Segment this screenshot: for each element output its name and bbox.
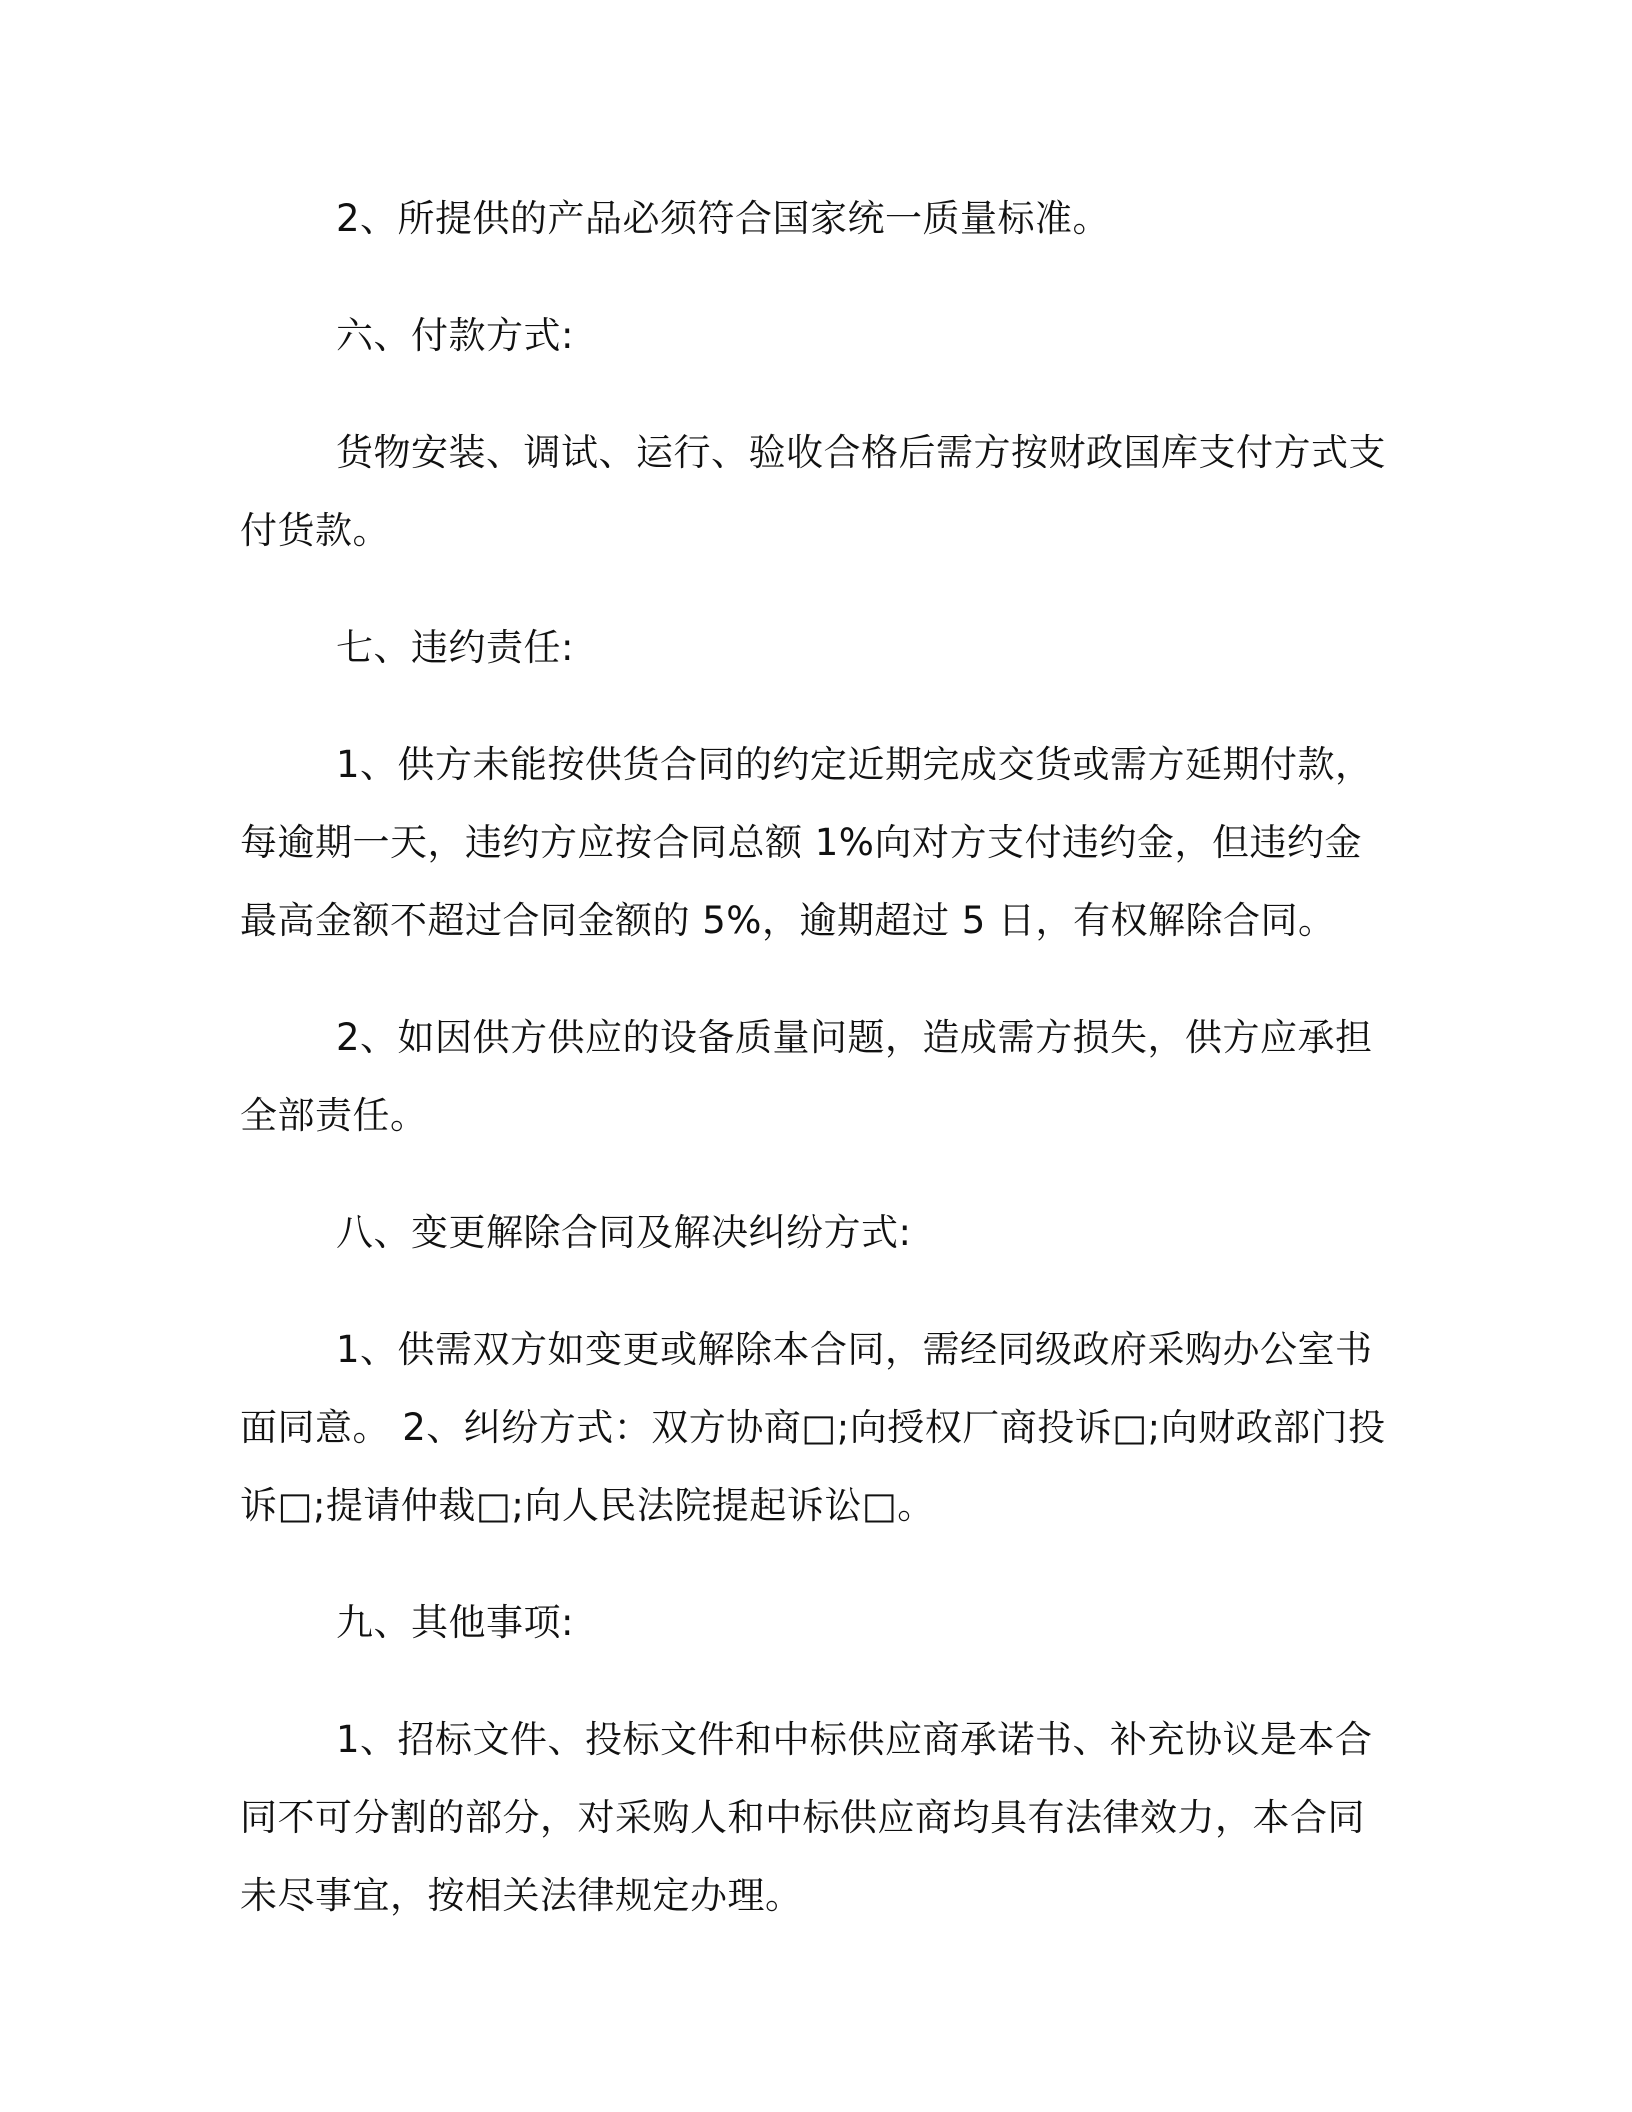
- section-heading-payment: 六、付款方式:: [336, 314, 574, 357]
- clause-payment-method: 货物安装、调试、运行、验收合格后需方按财政国库支付方式支付货款。: [240, 431, 1386, 552]
- clause-dispute-resolution: 1、供需双方如变更或解除本合同，需经同级政府采购办公室书面同意。 2、纠纷方式：双方协商□;向授权厂商投诉□;向财政部门投诉□;提请仲裁□;向人民法院提起诉讼□。: [240, 1328, 1386, 1527]
- clause-quality-liability: 2、如因供方供应的设备质量问题，造成需方损失，供方应承担全部责任。: [240, 1016, 1373, 1137]
- clause-other-matters: 1、招标文件、投标文件和中标供应商承诺书、补充协议是本合同不可分割的部分，对采购人和中标供应商均具有法律效力，本合同未尽事宜，按相关法律规定办理。: [240, 1718, 1373, 1917]
- section-heading-other: 九、其他事项:: [336, 1601, 574, 1644]
- document-body: [240, 180, 1392, 1974]
- section-heading-liability: 七、违约责任:: [336, 626, 574, 669]
- section-heading-disputes: 八、变更解除合同及解决纠纷方式:: [336, 1211, 912, 1254]
- clause-quality-standard: 2、所提供的产品必须符合国家统一质量标准。: [336, 197, 1111, 240]
- clause-late-penalty: 1、供方未能按供货合同的约定近期完成交货或需方延期付款，每逾期一天，违约方应按合同总额 1%向对方支付违约金，但违约金最高金额不超过合同金额的 5%，逾期超过 5 日，有权解除合同。: [240, 743, 1373, 942]
